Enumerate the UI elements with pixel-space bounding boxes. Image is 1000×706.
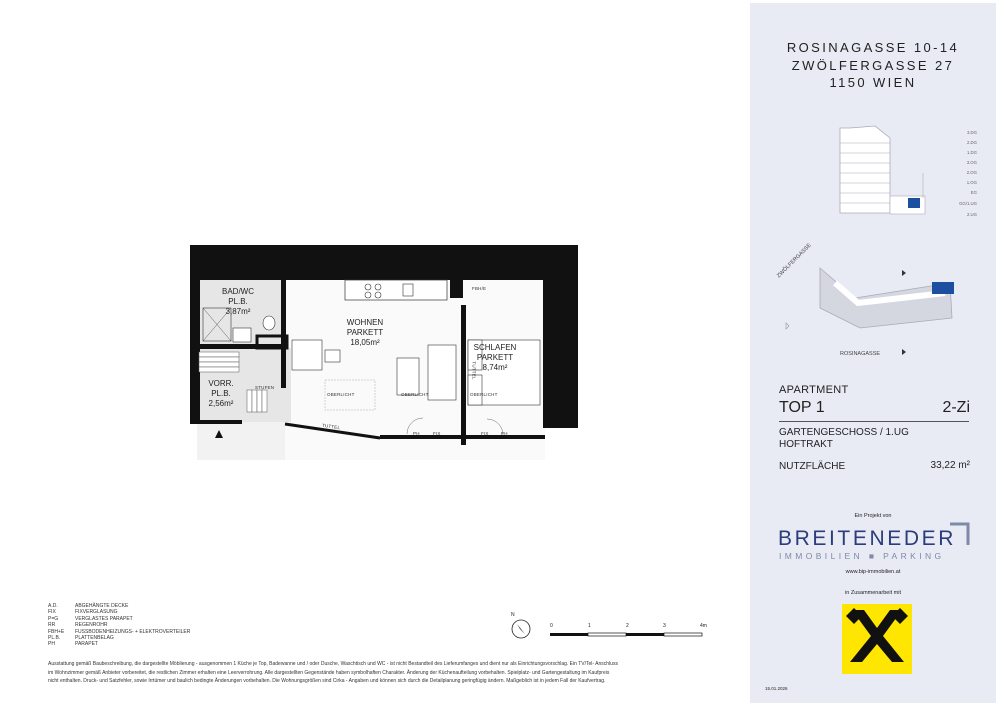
disclaimer bbox=[48, 660, 718, 686]
oberlicht-label-1: OBERLICHT bbox=[327, 392, 355, 397]
apartment-rooms: 2-Zi bbox=[942, 399, 970, 416]
floor-label-3: 3.OG bbox=[966, 160, 977, 165]
ph-label-2: PH bbox=[501, 431, 508, 436]
area-value: 33,22 m² bbox=[930, 460, 970, 471]
room-wohnen-floor: PARKETT bbox=[346, 328, 384, 337]
legend-abbr: FBH+E bbox=[48, 628, 65, 635]
room-vorr-floor: PL.B. bbox=[211, 389, 231, 398]
floor-label-7: GG/1.UG bbox=[959, 201, 977, 206]
section-highlight bbox=[908, 198, 920, 208]
stufen-label: STUFEN bbox=[255, 385, 275, 390]
legend-abbr: PL.B. bbox=[48, 635, 61, 642]
legend-abbr: A.D. bbox=[48, 603, 58, 609]
floor-label-8: 2.UG bbox=[966, 212, 977, 217]
room-bad-name: BAD/WC bbox=[222, 287, 254, 296]
legend-abbr: FIX bbox=[48, 609, 56, 616]
scale-bar bbox=[550, 621, 720, 648]
room-wohnen-area: 18,05m² bbox=[350, 338, 380, 347]
project-of-label: Ein Projekt von bbox=[854, 513, 892, 519]
floor-label-2: 1.DG bbox=[966, 150, 977, 155]
legend-text: PLATTENBELAG bbox=[75, 635, 114, 642]
address-line-1: ROSINAGASSE 10-14 bbox=[786, 40, 960, 55]
floor-label-6: EG bbox=[970, 190, 977, 195]
floor-label-0: 3.DG bbox=[966, 130, 977, 135]
floor-line-1: GARTENGESCHOSS / 1.UG bbox=[779, 427, 909, 438]
area-label: NUTZFLÄCHE bbox=[779, 461, 846, 472]
legend-text: ABGEHÄNGTE DECKE bbox=[75, 603, 129, 609]
fbhe-label: FBH/E bbox=[472, 286, 487, 291]
legend-text: FIXVERGLASUNG bbox=[75, 609, 118, 616]
street-label-rosina: ROSINAGASSE bbox=[840, 351, 881, 357]
apartment-label: APARTMENT bbox=[779, 384, 849, 396]
room-schlafen-name: SCHLAFEN bbox=[473, 343, 517, 352]
date-label: 15.01.2026 bbox=[765, 686, 788, 691]
website-label: www.bip-immobilien.at bbox=[845, 569, 901, 575]
legend-abbr: P=G bbox=[48, 615, 59, 622]
legend-text: PARAPET bbox=[75, 641, 98, 648]
ph-label-1: PH bbox=[413, 431, 420, 436]
scale-tick-3: 3 bbox=[663, 623, 666, 629]
fix-label-1: FIX bbox=[433, 431, 441, 436]
north-label: N bbox=[511, 612, 515, 618]
north-arrow bbox=[508, 614, 534, 645]
oberlicht-label-2: OBERLICHT bbox=[401, 392, 429, 397]
room-wohnen-name: WOHNEN bbox=[346, 318, 384, 327]
floor-label-1: 2.DG bbox=[966, 140, 977, 145]
legend-text: REGENROHR bbox=[75, 622, 108, 629]
building-section-diagram bbox=[835, 118, 945, 228]
scale-tick-1: 1 bbox=[588, 623, 591, 629]
room-schlafen-floor: PARKETT bbox=[476, 353, 514, 362]
tuttel-label: TUTTEL bbox=[321, 422, 341, 431]
brand-subline: IMMOBILIEN ■ PARKING bbox=[779, 551, 945, 561]
oberlicht-label-3: OBERLICHT bbox=[470, 392, 498, 397]
legend-text: VERGLASTES PARAPET bbox=[75, 615, 133, 622]
floor-plan-drawing bbox=[185, 240, 585, 460]
raiffeisen-logo bbox=[842, 604, 912, 674]
floor-line-2: HOFTRAKT bbox=[779, 438, 833, 450]
brand-corner-icon bbox=[946, 521, 972, 547]
floor-plan bbox=[185, 240, 585, 465]
room-bad-floor: PL.B. bbox=[228, 297, 248, 306]
scale-bar-graphic bbox=[550, 621, 720, 643]
floor-label-4: 2.OG bbox=[966, 170, 977, 175]
scale-tick-4: 4m bbox=[700, 623, 707, 629]
scale-tick-0: 0 bbox=[550, 623, 553, 629]
site-plan-diagram bbox=[780, 248, 970, 358]
disclaimer-line: im Wohnzimmer gemäß Anbieter vorbereitet, die restlichen Zimmer erhalten eine Leerverrohrung. Alle dargestellten Gegenstände haben symbolhaften Charakter. Änderung der Küchenaufteilung vorbehalten. Spielplatz- und Gartengestaltung im Kaufpreis bbox=[48, 669, 610, 676]
site-highlight bbox=[932, 282, 954, 294]
room-bad-area: 3,87m² bbox=[225, 307, 251, 316]
tuttel-label-2: TUTTEL bbox=[471, 361, 477, 380]
brand-logo: BREITENEDER bbox=[778, 527, 956, 550]
fix-label-2: FIX bbox=[481, 431, 489, 436]
room-vorr-area: 2,56m² bbox=[208, 399, 234, 408]
legend-abbr: PH bbox=[48, 641, 55, 648]
legend-row bbox=[48, 641, 368, 647]
room-vorr-name: VORR. bbox=[208, 379, 234, 388]
legend-text: FUSSBODENHEIZUNGS- + ELEKTROVERTEILER bbox=[75, 628, 191, 635]
disclaimer-line: Ausstattung gemäß Baubeschreibung, die dargestellte Möblierung - ausgenommen 1 Küche je Top, Badewanne und / oder Dusche, Waschtisch und WC - ist nicht Bestandteil des Lieferumfanges und dient nur als Einrichtungsvorschlag. Ein TV/Tel- Anschluss bbox=[48, 661, 618, 667]
legend-abbr: RR bbox=[48, 622, 56, 629]
apartment-divider bbox=[779, 421, 969, 422]
room-schlafen-area: 8,74m² bbox=[482, 363, 508, 372]
apartment-floor bbox=[779, 427, 909, 450]
floor-label-5: 1.OG bbox=[966, 180, 977, 185]
info-panel bbox=[750, 3, 996, 703]
street-label-zwoelfer: ZWÖLFERGASSE bbox=[776, 242, 813, 280]
collab-label: in Zusammenarbeit mit bbox=[845, 590, 901, 596]
legend bbox=[48, 603, 368, 648]
apartment-top: TOP 1 bbox=[779, 399, 825, 416]
address-line-3: 1150 WIEN bbox=[829, 75, 917, 90]
address-line-2: ZWÖLFERGASSE 27 bbox=[791, 58, 955, 73]
scale-tick-2: 2 bbox=[626, 623, 629, 629]
disclaimer-line: nicht enthalten. Druck- und Satzfehler, sowie Irrtümer und baulich bedingte Änderungen vorbehalten. Die Wohnungsgrößen sind Cirka - Angaben und können sich durch die Detailplanung geringfügig ändern. Maßgeblich ist in jedem Fall der Kaufvertrag. bbox=[48, 678, 606, 685]
